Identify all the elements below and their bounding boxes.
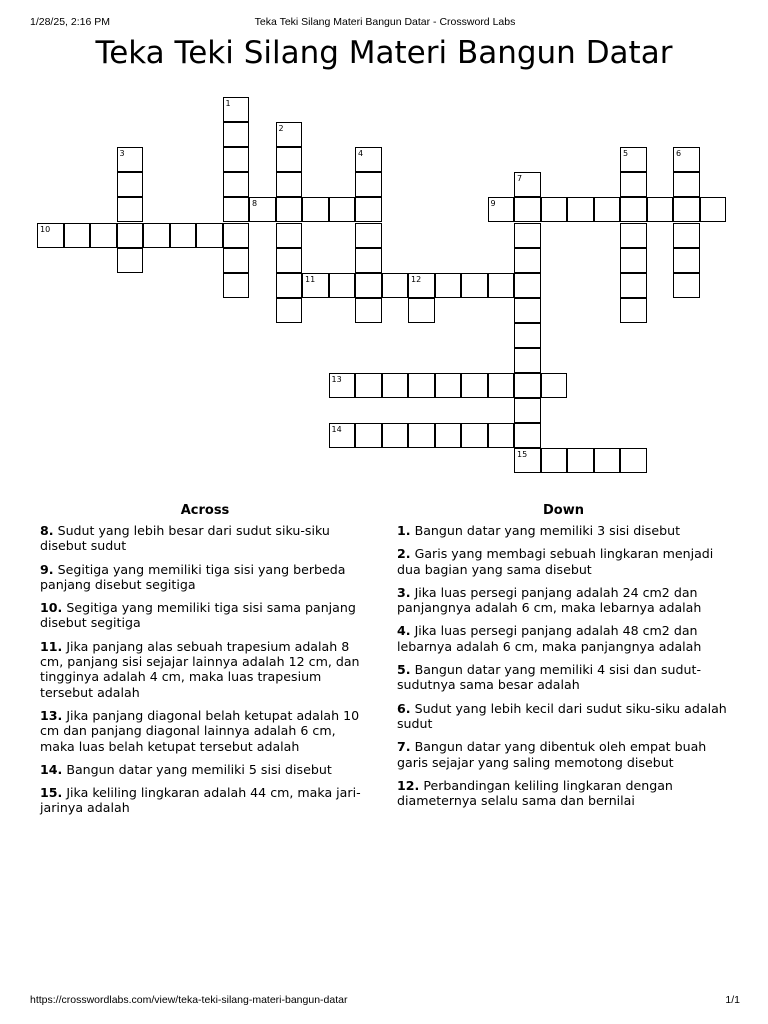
clue-text: Jika luas persegi panjang adalah 48 cm2 dan lebarnya adalah 6 cm, maka panjangnya adalah — [397, 623, 702, 654]
clue-number: 14. — [40, 761, 63, 777]
crossword-cell[interactable] — [514, 348, 541, 373]
crossword-cell[interactable] — [541, 373, 568, 398]
clue-number: 9. — [40, 561, 54, 577]
crossword-cell[interactable] — [276, 298, 303, 323]
crossword-cell[interactable] — [276, 122, 303, 147]
crossword-cell[interactable] — [700, 197, 727, 222]
clue-number: 11 — [305, 274, 316, 284]
crossword-cell[interactable] — [37, 223, 64, 248]
crossword-cell[interactable] — [302, 197, 329, 222]
clue-number: 8 — [252, 199, 258, 209]
crossword-cell[interactable] — [329, 197, 356, 222]
crossword-cell[interactable] — [408, 373, 435, 398]
crossword-cell[interactable] — [276, 197, 303, 222]
crossword-cell[interactable] — [355, 373, 382, 398]
crossword-cell[interactable] — [117, 248, 144, 273]
across-clue-list — [40, 523, 374, 824]
clue-number: 6 — [676, 149, 682, 159]
crossword-cell[interactable] — [223, 223, 250, 248]
clue-number: 12 — [411, 274, 422, 284]
crossword-cell[interactable] — [435, 373, 462, 398]
across-clue — [40, 562, 374, 593]
clue-text: Jika keliling lingkaran adalah 44 cm, maka jari-jarinya adalah — [40, 785, 361, 816]
clue-text: Bangun datar yang memiliki 3 sisi disebut — [414, 523, 681, 538]
clue-text: Bangun datar yang memiliki 5 sisi disebut — [66, 761, 332, 777]
down-clue-list — [397, 523, 733, 816]
crossword-cell[interactable] — [620, 172, 647, 197]
crossword-cell[interactable] — [355, 197, 382, 222]
crossword-cell[interactable] — [514, 248, 541, 273]
clue-number: 12. — [397, 777, 420, 793]
crossword-cell[interactable] — [170, 223, 197, 248]
crossword-cell[interactable] — [514, 197, 541, 222]
crossword-cell[interactable] — [620, 298, 647, 323]
crossword-cell[interactable] — [276, 172, 303, 197]
across-clue — [40, 762, 374, 777]
crossword-cell[interactable] — [276, 223, 303, 248]
clue-number: 9 — [490, 199, 496, 209]
crossword-cell[interactable] — [249, 197, 276, 222]
clue-number: 6. — [397, 700, 411, 716]
crossword-cell[interactable] — [355, 423, 382, 448]
crossword-cell[interactable] — [620, 273, 647, 298]
crossword-cell[interactable] — [673, 172, 700, 197]
down-heading: Down — [543, 503, 584, 518]
crossword-cell[interactable] — [408, 298, 435, 323]
down-clue — [397, 585, 733, 616]
clue-text: Bangun datar yang dibentuk oleh empat buah garis sejajar yang saling memotong disebut — [397, 739, 707, 770]
crossword-cell[interactable] — [117, 223, 144, 248]
crossword-cell[interactable] — [461, 423, 488, 448]
crossword-cell[interactable] — [514, 223, 541, 248]
clue-number: 10. — [40, 600, 63, 616]
down-clue — [397, 778, 733, 809]
crossword-cell[interactable] — [567, 448, 594, 473]
clue-number: 3. — [397, 584, 411, 600]
crossword-cell[interactable] — [329, 273, 356, 298]
clue-number: 7 — [517, 174, 523, 184]
crossword-cell[interactable] — [117, 172, 144, 197]
clue-number: 2. — [397, 546, 411, 562]
clue-number: 15 — [517, 450, 528, 460]
crossword-cell[interactable] — [223, 248, 250, 273]
crossword-cell[interactable] — [594, 197, 621, 222]
crossword-cell[interactable] — [382, 273, 409, 298]
crossword-cell[interactable] — [647, 197, 674, 222]
crossword-cell[interactable] — [514, 323, 541, 348]
crossword-cell[interactable] — [117, 147, 144, 172]
crossword-cell[interactable] — [673, 223, 700, 248]
crossword-cell[interactable] — [514, 423, 541, 448]
crossword-cell[interactable] — [276, 273, 303, 298]
crossword-cell[interactable] — [223, 122, 250, 147]
down-clue — [397, 739, 733, 770]
crossword-cell[interactable] — [329, 423, 356, 448]
clue-text: Segitiga yang memiliki tiga sisi yang berbeda panjang disebut segitiga — [40, 561, 346, 592]
crossword-cell[interactable] — [514, 172, 541, 197]
clue-number: 1. — [397, 523, 411, 538]
crossword-cell[interactable] — [620, 197, 647, 222]
crossword-cell[interactable] — [276, 147, 303, 172]
crossword-cell[interactable] — [488, 273, 515, 298]
crossword-cell[interactable] — [355, 147, 382, 172]
print-header — [30, 16, 740, 32]
crossword-cell[interactable] — [673, 248, 700, 273]
crossword-cell[interactable] — [620, 248, 647, 273]
down-clue — [397, 701, 733, 732]
clue-text: Jika panjang diagonal belah ketupat adalah 10 cm dan panjang diagonal lainnya adalah 6 cm, maka luas belah ketupat tersebut adalah — [40, 707, 360, 754]
crossword-cell[interactable] — [461, 373, 488, 398]
print-url: https://crosswordlabs.com/view/teka-teki-silang-materi-bangun-datar — [30, 994, 348, 1006]
crossword-cell[interactable] — [620, 448, 647, 473]
clue-number: 2 — [278, 124, 284, 134]
clue-number: 1 — [225, 99, 231, 108]
down-clue — [397, 546, 733, 577]
clue-text: Segitiga yang memiliki tiga sisi sama panjang disebut segitiga — [40, 600, 356, 631]
crossword-cell[interactable] — [408, 273, 435, 298]
crossword-cell[interactable] — [541, 448, 568, 473]
across-clue — [40, 523, 374, 554]
clue-text: Perbandingan keliling lingkaran dengan diameternya selalu sama dan bernilai — [397, 777, 673, 809]
clue-number: 13 — [331, 375, 342, 385]
clue-number: 5. — [397, 662, 411, 678]
clue-number: 5 — [623, 149, 629, 159]
print-datetime: 1/28/25, 2:16 PM — [30, 16, 110, 28]
clue-text: Jika panjang alas sebuah trapesium adalah 8 cm, panjang sisi sejajar lainnya adalah 12 cm, dan tingginya adalah 4 cm, maka luas trapesium tersebut adalah — [40, 638, 360, 700]
clue-number: 7. — [397, 739, 411, 755]
crossword-grid — [38, 98, 738, 478]
crossword-cell[interactable] — [329, 373, 356, 398]
crossword-cell[interactable] — [461, 273, 488, 298]
crossword-cell[interactable] — [117, 197, 144, 222]
crossword-cell[interactable] — [514, 373, 541, 398]
page-title: Teka Teki Silang Materi Bangun Datar — [95, 35, 673, 71]
crossword-cell[interactable] — [514, 273, 541, 298]
clue-text: Jika luas persegi panjang adalah 24 cm2 dan panjangnya adalah 6 cm, maka lebarnya adalah — [397, 584, 702, 616]
crossword-cell[interactable] — [673, 273, 700, 298]
crossword-cell[interactable] — [488, 373, 515, 398]
crossword-cell[interactable] — [541, 197, 568, 222]
down-clue — [397, 623, 733, 654]
crossword-cell[interactable] — [223, 147, 250, 172]
across-clue — [40, 600, 374, 631]
print-page-title: Teka Teki Silang Materi Bangun Datar - Crossword Labs — [254, 16, 516, 28]
clue-number: 11. — [40, 638, 63, 654]
crossword-cell[interactable] — [514, 398, 541, 423]
clue-number: 4. — [397, 623, 411, 639]
crossword-cell[interactable] — [64, 223, 91, 248]
crossword-cell[interactable] — [673, 197, 700, 222]
across-clue — [40, 785, 374, 816]
clue-number: 10 — [40, 224, 51, 234]
across-clue — [40, 639, 374, 700]
crossword-cell[interactable] — [355, 298, 382, 323]
clue-number: 8. — [40, 523, 54, 538]
crossword-cell[interactable] — [408, 423, 435, 448]
crossword-cell[interactable] — [276, 248, 303, 273]
clue-text: Sudut yang lebih besar dari sudut siku-siku disebut sudut — [40, 523, 330, 554]
crossword-cell[interactable] — [223, 97, 250, 122]
print-footer — [30, 994, 740, 1010]
crossword-cell[interactable] — [594, 448, 621, 473]
crossword-cell[interactable] — [143, 223, 170, 248]
print-page-number: 1/1 — [725, 994, 740, 1006]
crossword-cell[interactable] — [435, 423, 462, 448]
down-clue — [397, 523, 733, 538]
clue-number: 4 — [358, 149, 364, 159]
across-heading: Across — [180, 503, 230, 518]
clue-number: 15. — [40, 785, 63, 801]
crossword-cell[interactable] — [355, 172, 382, 197]
crossword-cell[interactable] — [514, 298, 541, 323]
crossword-cell[interactable] — [567, 197, 594, 222]
clue-text: Sudut yang lebih kecil dari sudut siku-siku adalah sudut — [397, 700, 727, 731]
clue-number: 3 — [119, 149, 125, 159]
crossword-cell[interactable] — [673, 147, 700, 172]
clue-number: 14 — [331, 425, 342, 435]
crossword-cell[interactable] — [382, 373, 409, 398]
across-clue — [40, 708, 374, 754]
crossword-cell[interactable] — [196, 223, 223, 248]
crossword-cell[interactable] — [223, 172, 250, 197]
clue-text: Garis yang membagi sebuah lingkaran menjadi dua bagian yang sama disebut — [397, 546, 714, 577]
crossword-cell[interactable] — [620, 147, 647, 172]
crossword-cell[interactable] — [355, 223, 382, 248]
clue-text: Bangun datar yang memiliki 4 sisi dan sudut-sudutnya sama besar adalah — [397, 662, 701, 693]
crossword-cell[interactable] — [223, 273, 250, 298]
crossword-cell[interactable] — [90, 223, 117, 248]
crossword-cell[interactable] — [355, 248, 382, 273]
crossword-cell[interactable] — [355, 273, 382, 298]
crossword-cell[interactable] — [488, 423, 515, 448]
crossword-cell[interactable] — [620, 223, 647, 248]
clue-number: 13. — [40, 707, 63, 723]
crossword-cell[interactable] — [302, 273, 329, 298]
crossword-cell[interactable] — [514, 448, 541, 473]
crossword-cell[interactable] — [488, 197, 515, 222]
crossword-cell[interactable] — [223, 197, 250, 222]
crossword-cell[interactable] — [382, 423, 409, 448]
down-clue — [397, 662, 733, 693]
crossword-cell[interactable] — [435, 273, 462, 298]
